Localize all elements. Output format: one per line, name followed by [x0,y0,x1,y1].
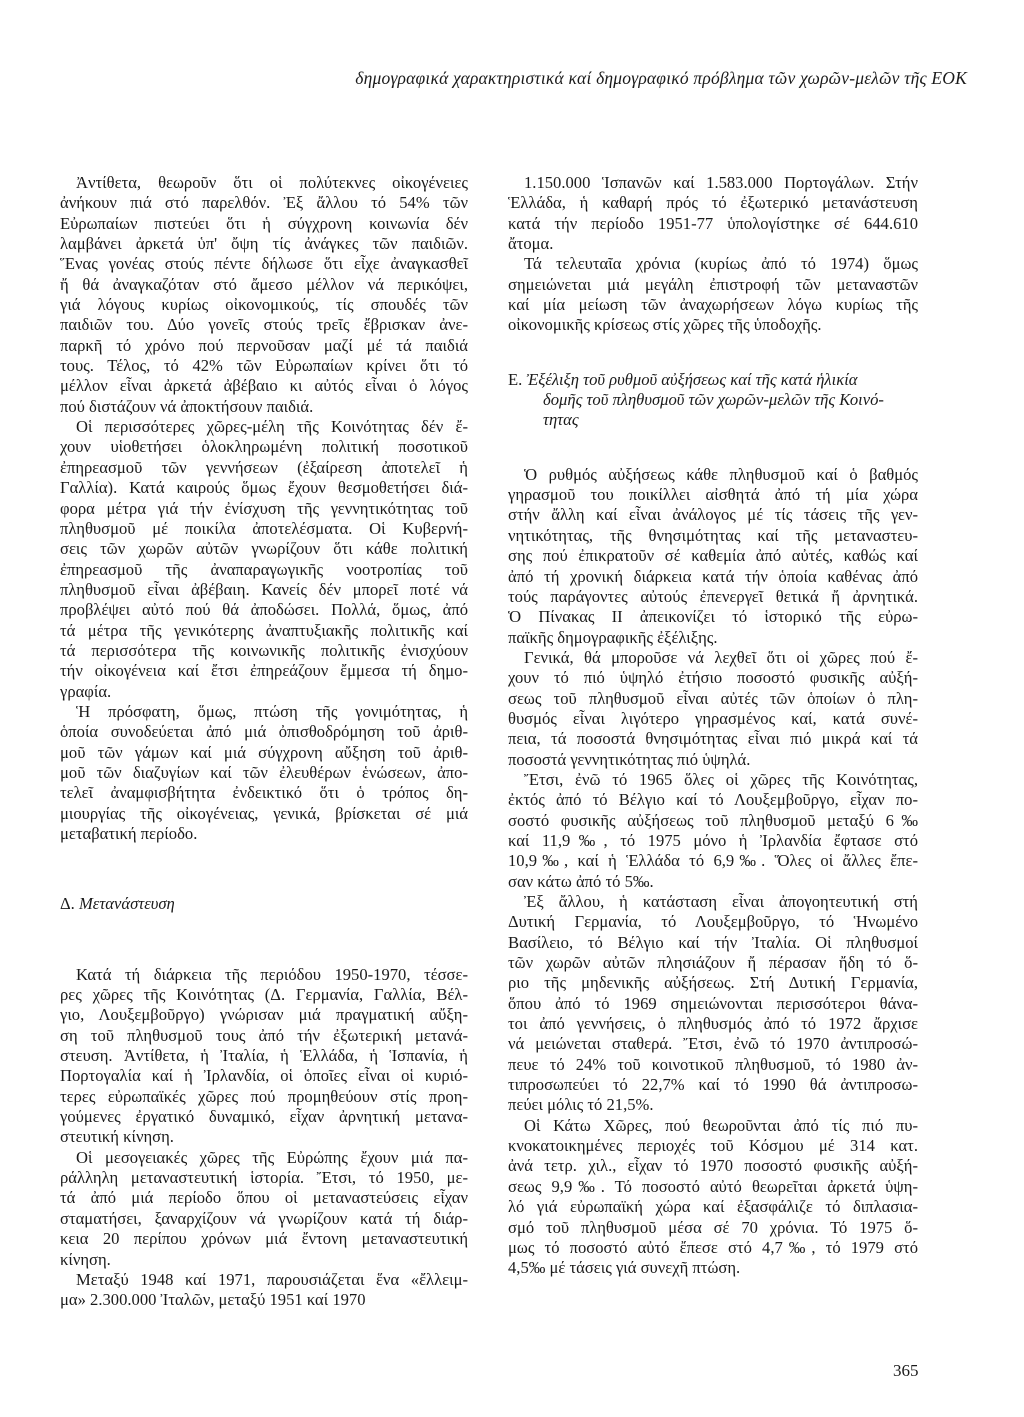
text-line: Ἐξ ἄλλου, ἡ κατάσταση εἶναι ἀπογοητευτική στή [524,892,918,911]
section-title-line: τητας [543,410,579,430]
text-line: Ἕνας γονέας στούς πέντε δήλωσε ὅτι εἶχε ἀναγκασθεῖ [60,254,468,274]
text-line: πληθυσμοῦ μέ ποικίλα ἀποτελέσματα. Οἱ Κυβερνή- [60,518,468,538]
text-line: καί μία μείωση τῶν ἀναχωρήσεων λόγω κυρίως τῆς [508,295,918,315]
text-line: λαμβάνει ἀρκετά ὑπ' ὄψη τίς ἀνάγκες τῶν παιδιῶν. [60,234,468,254]
section-title: Μετανάστευση [78,894,175,914]
text-line: χουν υἱοθετήσει ὁλοκληρωμένη πολιτική ποσοτικοῦ [60,437,468,457]
paragraph [508,465,918,648]
page-number: 365 [893,1361,919,1380]
text-line: κίνηση. [60,1249,111,1269]
text-line: παρκῆ τό χρόνο πού περνοῦσαν μαζί μέ τά παιδιά [60,335,468,355]
text-line: γηρασμοῦ του ποικίλλει αἰσθητά ἀπό τή μία χώρα [508,485,918,505]
text-line: Οἱ Κάτω Χῶρες, πού θεωροῦνται ἀπό τίς πιό πυ- [524,1115,918,1135]
section-title-line: δομῆς τοῦ πληθυσμοῦ τῶν χωρῶν-μελῶν τῆς Κοινό- [543,390,884,410]
text-line: ἐκτός ἀπό τό Βέλγιο καί τό Λουξεμβοῦργο, εἶχαν πο- [508,790,918,810]
paragraph [60,965,468,1148]
text-line: τελεῖ ἀναμφισβήτητα ἐνδεικτικό ὅτι ὁ τρόπος δη- [60,783,468,803]
text-line: Ἡ πρόσφατη, ὅμως, πτώση τῆς γονιμότητας, ἡ [76,701,468,721]
text-line: Πορτογαλία καί ἡ Ἰρλανδία, οἱ ὁποῖες εἶναι οἱ κυριό- [60,1066,468,1086]
text-line: ἐπηρεασμοῦ τῆς ἀναπαραγωγικῆς νοοτροπίας τοῦ [60,559,468,579]
paragraph [508,1116,918,1279]
text-line: θυσμός εἶναι λιγότερο γηρασμένος καί, κατά συνέ- [508,708,918,728]
text-line: καί 11,9‰, τό 1975 μόνο ἡ Ἰρλανδία ἔφτασε στό [508,830,918,850]
text-line: πευε τό 24% τοῦ κοινοτικοῦ πληθυσμοῦ, τό 1980 ἀν- [508,1054,918,1074]
text-line: πεύει μόλις τό 21,5%. [508,1095,654,1115]
text-line: κατά τήν περίοδο 1951-77 ὑπολογίστηκε σέ 644.610 [508,213,918,233]
text-line: Οἱ περισσότερες χῶρες-μέλη τῆς Κοινότητας δέν ἔ- [76,417,468,437]
text-line: σης πού ἐπικρατοῦν σέ καθεμία ἀπό αὐτές, καθώς καί [508,546,918,566]
text-line: σημειώνεται μιά μεγάλη ἐπιστροφή τῶν μεταναστῶν [508,274,918,294]
text-line: παιδιῶν του. Δύο γονεῖς στούς τρεῖς ἔβρισκαν ἀνε- [60,315,468,335]
text-line: ἀπό τή χρονική διάρκεια κατά τήν ὁποία καθένας ἀπό [508,566,918,586]
text-line: ἄτομα. [508,234,554,254]
text-line: χουν τό πιό ὑψηλό ἐτήσιο ποσοστό φυσικῆς αὐξή- [508,668,918,688]
text-line: ποσοστά γεννητικότητας πιό ὑψηλά. [508,749,751,769]
text-line: ριο τῆς μηδενικῆς αὐξήσεως. Στή Δυτική Γερμανία, [508,973,918,993]
left-column [60,173,468,1311]
section-title-line: Ἐξέλιξη τοῦ ρυθμοῦ αὐξήσεως καί τῆς κατά ἡλικία [526,369,858,389]
text-line: μα» 2.300.000 Ἰταλῶν, μεταξύ 1951 καί 1970 [60,1290,366,1310]
text-line: Ὁ Πίνακας ΙΙ ἀπεικονίζει τό ἱστορικό τῆς εὐρω- [508,607,918,627]
text-line: νητικότητας, τῆς θνησιμότητας καί τῆς μεταναστευ- [508,525,918,545]
paragraph [508,892,918,1116]
text-line: τά περισσότερα τῆς κοινωνικῆς πολιτικῆς ἐνισχύουν [60,640,468,660]
paragraph [60,173,468,417]
text-line: Ἔτσι, ἐνῶ τό 1965 ὅλες οἱ χῶρες τῆς Κοινότητας, [524,769,918,789]
text-line: λό γιά εὐρωπαϊκή χώρα καί ἐξασφάλιζε τό διπλασια- [508,1197,918,1217]
text-line: τούς παράγοντες αὐτούς ἐπενεργεῖ θετικά ἤ ἀρνητικά. [508,586,918,606]
text-line: γιο, Λουξεμβοῦργο) γνώρισαν μιά πραγματική αὔξη- [60,1005,468,1025]
text-line: ση τοῦ πληθυσμοῦ τους ἀπό τήν ἐξωτερική μετανά- [60,1025,468,1045]
text-line: τοι ἀπό γεννήσεις, ὁ πληθυσμός ἀπό τό 1972 ἄρχισε [508,1014,918,1034]
text-line: μιουργίας τῆς οἰκογένειας, γενικά, βρίσκεται σέ μιά [60,803,468,823]
text-line: κνοκατοικημένες περιοχές τοῦ Κόσμου μέ 314 κατ. [508,1136,918,1156]
text-line: μοῦ τῶν γάμων καί μιά σύγχρονη αὔξηση τοῦ ἀριθ- [60,742,468,762]
section-heading [60,894,468,914]
text-line: τήν οἰκογένεια καί ἔτσι ἐπηρεάζουν ἔμμεσα τή δημο- [60,661,468,681]
text-line: παϊκῆς δημογραφικῆς ἐξέλιξης. [508,627,718,647]
text-line: σεις τῶν χωρῶν αὐτῶν γνωρίζουν ὅτι κάθε πολιτική [60,539,468,559]
text-line: σμό τοῦ πληθυσμοῦ μέσα σέ 70 χρόνια. Τό 1975 ὅ- [508,1217,918,1237]
text-line: Εὐρωπαίων πιστεύει ὅτι ἡ σύγχρονη κοινωνία δέν [60,213,468,233]
text-line: ὅπου ἀπό τό 1969 σημειώνονται περισσότεροι θάνα- [508,993,918,1013]
section-heading [508,370,918,390]
text-line: στευση. Ἀντίθετα, ἡ Ἰταλία, ἡ Ἑλλάδα, ἡ Ἱσπανία, ἡ [60,1046,468,1066]
right-column [508,173,918,1279]
text-line: τῶν χωρῶν αὐτῶν πλησιάζουν ἤ πέρασαν ἤδη τό ὅ- [508,953,918,973]
text-line: σοστό φυσικῆς αὐξήσεως τοῦ πληθυσμοῦ μεταξύ 6‰ [508,810,918,830]
text-line: ρες χῶρες τῆς Κοινότητας (Δ. Γερμανία, Γαλλία, Βέλ- [60,985,468,1005]
text-line: Ὁ ρυθμός αὐξήσεως κάθε πληθυσμοῦ καί ὁ βαθμός [524,464,918,484]
text-line: μεταβατική περίοδο. [60,824,198,843]
text-line: Ἀντίθετα, θεωροῦν ὅτι οἱ πολύτεκνες οἰκογένειες [76,173,468,192]
text-line: Οἱ μεσογειακές χῶρες τῆς Εὐρώπης ἔχουν μιά πα- [76,1147,468,1167]
text-line: 4,5‰ μέ τάσεις γιά συνεχῆ πτώση. [508,1258,741,1278]
text-line: τερες εὐρωπαϊκές χῶρες πού προμηθεύουν στίς προη- [60,1086,468,1106]
text-line: τους. Τέλος, τό 42% τῶν Εὐρωπαίων κρίνει ὅτι τό [60,356,468,376]
text-line: Γαλλία). Κατά καιρούς ὅμως ἔχουν θεσμοθετήσει διά- [60,478,468,498]
text-line: γούμενες ἐργατικό δυναμικό, εἶχαν ἀρνητική μετανα- [60,1107,468,1127]
text-line: σαν κάτω ἀπό τό 5‰. [508,871,654,891]
text-line: μως τό ποσοστό αὐτό ἔπεσε στό 4,7‰, τό 1979 στό [508,1237,918,1257]
text-line: γραφία. [60,681,112,701]
text-line: φορα μέτρα γιά τήν ἐνίσχυση τῆς γεννητικότητας τοῦ [60,498,468,518]
text-line: γιά λόγους κυρίως οἰκονομικούς, τίς σπουδές τῶν [60,295,468,315]
paragraph [508,648,918,770]
paragraph [60,1148,468,1270]
text-line: σεως 9,9‰. Τό ποσοστό αὐτό θεωρεῖται ἀρκετά ὑψη- [508,1176,918,1196]
text-line: ράλληλη μεταναστευτική ἱστορία. Ἔτσι, τό 1950, με- [60,1168,468,1188]
text-line: στευτική κίνηση. [60,1127,174,1147]
text-line: κεια 20 περίπου χρόνων μιά ἔντονη μεταναστευτική [60,1229,468,1249]
text-line: τιπροσωπεύει τό 22,7% καί τό 1990 θά ἀντιπροσω- [508,1075,918,1095]
text-line: Ἑλλάδα, ἡ καθαρή πρός τό ἐξωτερικό μετανάστευση [508,193,918,213]
text-line: Βασίλειο, τό Βέλγιο καί τήν Ἰταλία. Οἱ πληθυσμοί [508,932,918,952]
text-line: οἰκονομικῆς κρίσεως στίς χῶρες τῆς ὑποδοχῆς. [508,315,822,335]
text-line: πληθυσμοῦ εἶναι ἀβέβαιη. Κανείς δέν μπορεῖ ποτέ νά [60,579,468,599]
text-line: σεως τοῦ πληθυσμοῦ εἶναι αὐτές τῶν ὁποίων ὁ πλη- [508,688,918,708]
text-line: μοῦ τῶν διαζυγίων καί τῶν ἐλευθέρων ἑνώσεων, ἀπο- [60,762,468,782]
text-line: τά μέτρα τῆς γενικότερης ἀναπτυξιακῆς πολιτικῆς καί [60,620,468,640]
text-line: ἀνά τετρ. χιλ., εἶχαν τό 1970 ποσοστό φυσικῆς αὐξή- [508,1156,918,1176]
paragraph [60,702,468,844]
paragraph [60,1270,468,1311]
text-line: μέλλον εἶναι ἀρκετά ἀβέβαιο κι αὐτός εἶναι ὁ λόγος [60,376,468,396]
paragraph [508,173,918,254]
text-line: ὁποία συνοδεύεται ἀπό μιά ὀπισθοδρόμηση τοῦ ἀριθ- [60,722,468,742]
text-line: προβλέψει αὐτό πού θά ἀποδώσει. Πολλά, ὅμως, ἀπό [60,600,468,620]
text-line: ἐπηρεασμοῦ τῶν γεννήσεων (ἐξαίρεση ἀποτελεῖ ἡ [60,457,468,477]
text-line: νά μειώνεται σταθερά. Ἔτσι, ἐνῶ τό 1970 ἀντιπροσώ- [508,1034,918,1054]
section-letter: Δ. [60,894,75,914]
paragraph [508,770,918,892]
text-line: Τά τελευταῖα χρόνια (κυρίως ἀπό τό 1974) ὅμως [524,254,918,274]
text-line: 10,9‰, καί ἡ Ἑλλάδα τό 6,9‰. Ὅλες οἱ ἄλλες ἔπε- [508,851,918,871]
section-letter: Ε. [508,369,523,389]
text-line: ἤ θά ἀναγκαζόταν στό ἄμεσο μέλλον νά περικόψει, [60,274,468,294]
text-line: πού διστάζουν νά ἀποκτήσουν παιδιά. [60,396,314,416]
text-line: σταματήσει, ξαναρχίζουν νά γνωρίζουν κατά τή διάρ- [60,1208,468,1228]
running-head: δημογραφικά χαρακτηριστικά καί δημογραφικό πρόβλημα τῶν χωρῶν-μελῶν τῆς ΕΟΚ [355,68,967,88]
text-line: Δυτική Γερμανία, τό Λουξεμβοῦργο, τό Ἡνωμένο [508,912,918,932]
text-line: 1.150.000 Ἱσπανῶν καί 1.583.000 Πορτογάλων. Στήν [524,173,918,192]
text-line: Γενικά, θά μποροῦσε νά λεχθεῖ ὅτι οἱ χῶρες πού ἔ- [524,647,918,667]
text-line: τά ἀπό μιά περίοδο ὅπου οἱ μεταναστεύσεις εἶχαν [60,1188,468,1208]
paragraph [508,254,918,335]
text-line: πεια, τά ποσοστά θνησιμότητας εἶναι πιό μικρά καί τά [508,729,918,749]
text-line: στήν ἄλλη καί εἶναι ἀνάλογος μέ τίς τάσεις τῆς γεν- [508,505,918,525]
text-line: Κατά τή διάρκεια τῆς περιόδου 1950-1970, τέσσε- [76,964,468,984]
paragraph [60,417,468,702]
text-line: Μεταξύ 1948 καί 1971, παρουσιάζεται ἕνα «ἔλλειμ- [76,1269,468,1289]
text-line: ἀνήκουν πιά στό παρελθόν. Ἐξ ἄλλου τό 54% τῶν [60,193,468,213]
